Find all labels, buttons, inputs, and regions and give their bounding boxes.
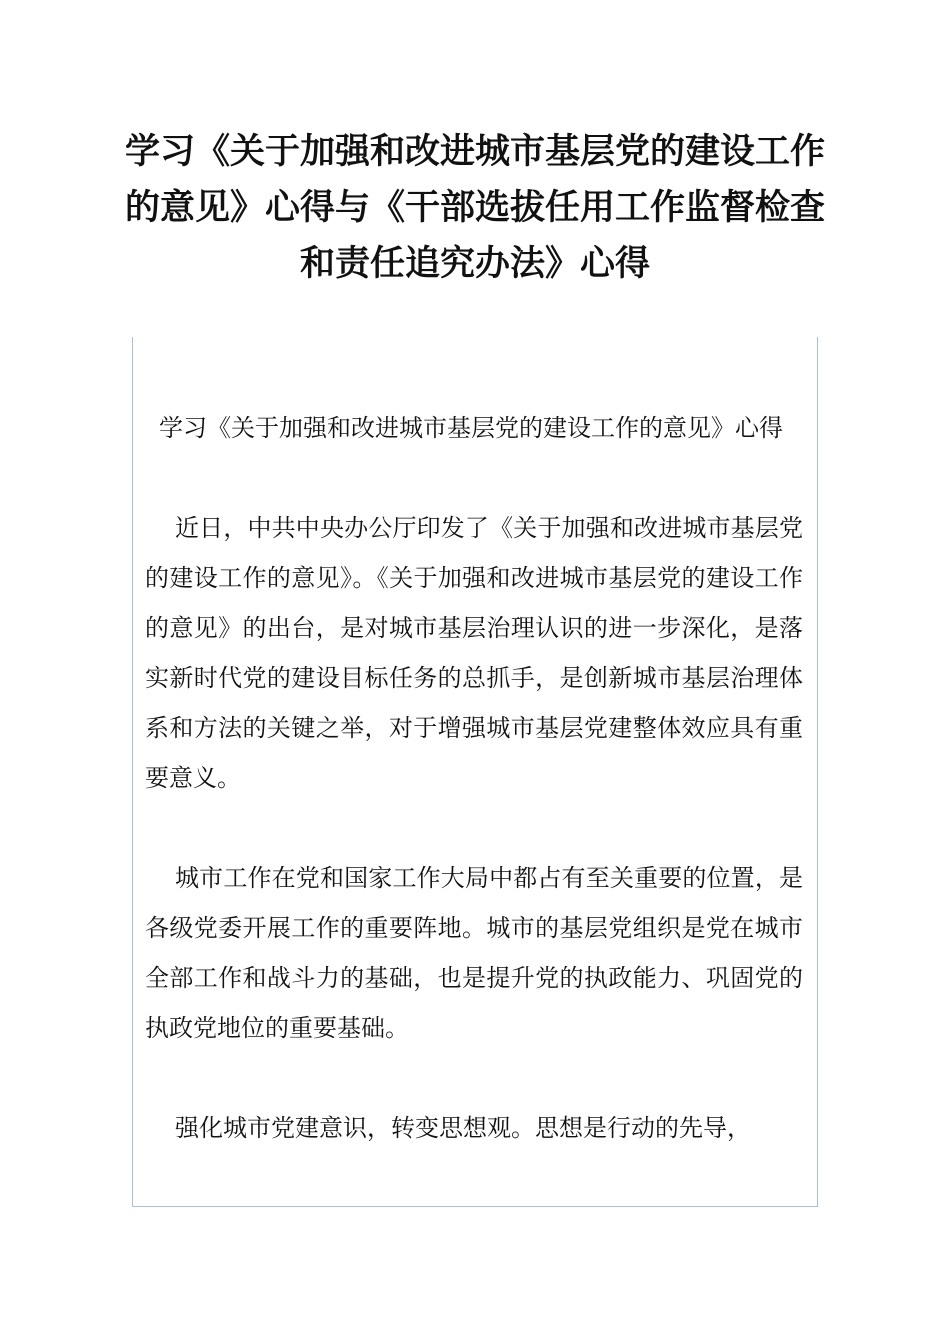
paragraph-2: 城市工作在党和国家工作大局中都占有至关重要的位置，是各级党委开展工作的重要阵地。城市的基层党组织是党在城市全部工作和战斗力的基础，也是提升党的执政能力、巩固党的执政党地位的重要基础。 [145, 864, 803, 1042]
content-body [145, 403, 803, 1203]
content-frame [132, 337, 818, 1207]
document-title: 学习《关于加强和改进城市基层党的建设工作的意见》心得与《干部选拔任用工作监督检查和责任追究办法》心得 [124, 132, 825, 284]
section-heading: 学习《关于加强和改进城市基层党的建设工作的意见》心得 [159, 414, 783, 442]
paragraph-3: 强化城市党建意识，转变思想观。思想是行动的先导， [175, 1114, 751, 1142]
paragraph-1: 近日，中共中央办公厅印发了《关于加强和改进城市基层党的建设工作的意见》。《关于加强和改进城市基层党的建设工作的意见》的出台，是对城市基层治理认识的进一步深化，是落实新时代党的建设目标任务的总抓手，是创新城市基层治理体系和方法的关键之举，对于增强城市基层党建整体效应具有重要意义。 [145, 514, 803, 792]
